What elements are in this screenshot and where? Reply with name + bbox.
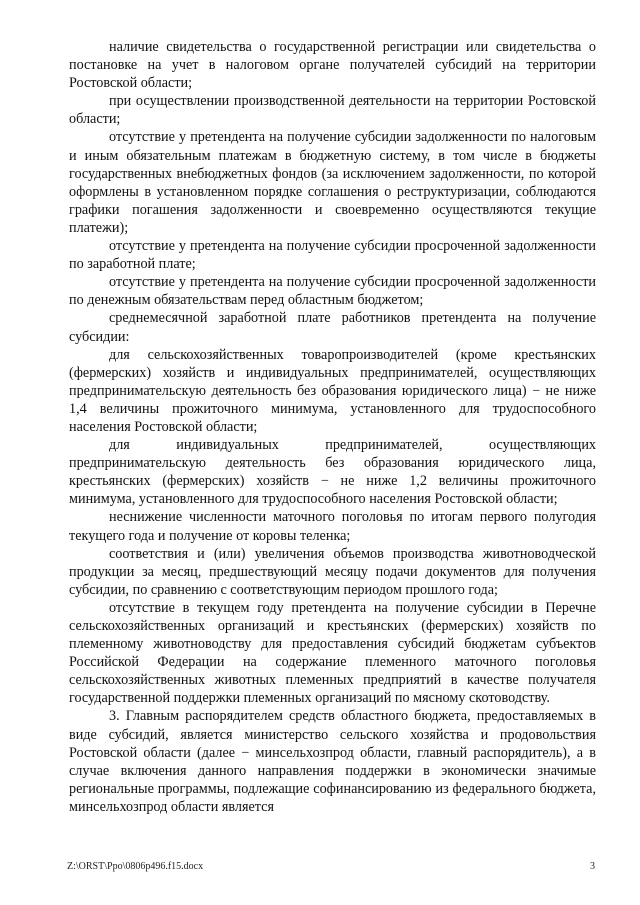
paragraph: отсутствие в текущем году претендента на получение субсидии в Перечне сельскохозяйственных организаций и крестьянских (фермерских) хозяйств по племенному животноводству для предоставления субсидий бюджетам субъектов Российской Федерации на содержание племенного маточного поголовья сельскохозяйственных животных племенных предприятий в качестве получателя государственной поддержки племенных организаций по мясному скотоводству.	[69, 599, 596, 707]
page-number: 3	[590, 861, 595, 872]
paragraph: отсутствие у претендента на получение субсидии задолженности по налоговым и иным обязательным платежам в бюджетную систему, в том числе в бюджеты государственных внебюджетных фондов (за исключением задолженности, по которой оформлены в установленном порядке соглашения о реструктуризации, соблюдаются графики погашения задолженности и своевременно осуществляются текущие платежи);	[69, 129, 596, 236]
paragraph: 3. Главным распорядителем средств областного бюджета, предоставляемых в виде субсидий, является министерство сельского хозяйства и продовольствия Ростовской области (далее − минсельхозпрод области, главный распорядитель), а в случае включения данного направления поддержки в экономически значимые региональные программы, подлежащие софинансированию из федерального бюджета, минсельхозпрод области является	[69, 708, 596, 815]
paragraph: для индивидуальных предпринимателей, осуществляющих предпринимательскую деятельность без образования юридического лица, крестьянских (фермерских) хозяйств − не ниже 1,2 величины прожиточного минимума, установленного для трудоспособного населения Ростовской области;	[69, 437, 596, 508]
paragraph: для сельскохозяйственных товаропроизводителей (кроме крестьянских (фермерских) хозяйств и индивидуальных предпринимателей, осуществляющих предпринимательскую деятельность без образования юридического лица) − не ниже 1,4 величины прожиточного минимума, установленного для трудоспособного населения Ростовской области;	[69, 346, 596, 435]
paragraph: среднемесячной заработной плате работников претендента на получение субсидии:	[69, 310, 596, 345]
document-body	[69, 38, 596, 816]
paragraph: отсутствие у претендента на получение субсидии просроченной задолженности по заработной плате;	[69, 238, 596, 273]
paragraph: соответствия и (или) увеличения объемов производства животноводческой продукции за месяц, предшествующий месяцу подачи документов для получения субсидии, по сравнению с соответствующим периодом прошлого года;	[69, 545, 596, 598]
paragraph: при осуществлении производственной деятельности на территории Ростовской области;	[69, 93, 596, 128]
paragraph: наличие свидетельства о государственной регистрации или свидетельства о постановке на учет в налоговом органе получателей субсидий на территории Ростовской области;	[69, 39, 596, 92]
paragraph: отсутствие у претендента на получение субсидии просроченной задолженности по денежным обязательствам перед областным бюджетом;	[69, 274, 596, 309]
file-path: Z:\ORST\Ppo\0806p496.f15.docx	[67, 861, 204, 872]
paragraph: неснижение численности маточного поголовья по итогам первого полугодия текущего года и получение от коровы теленка;	[69, 509, 596, 544]
page-footer	[67, 860, 595, 874]
